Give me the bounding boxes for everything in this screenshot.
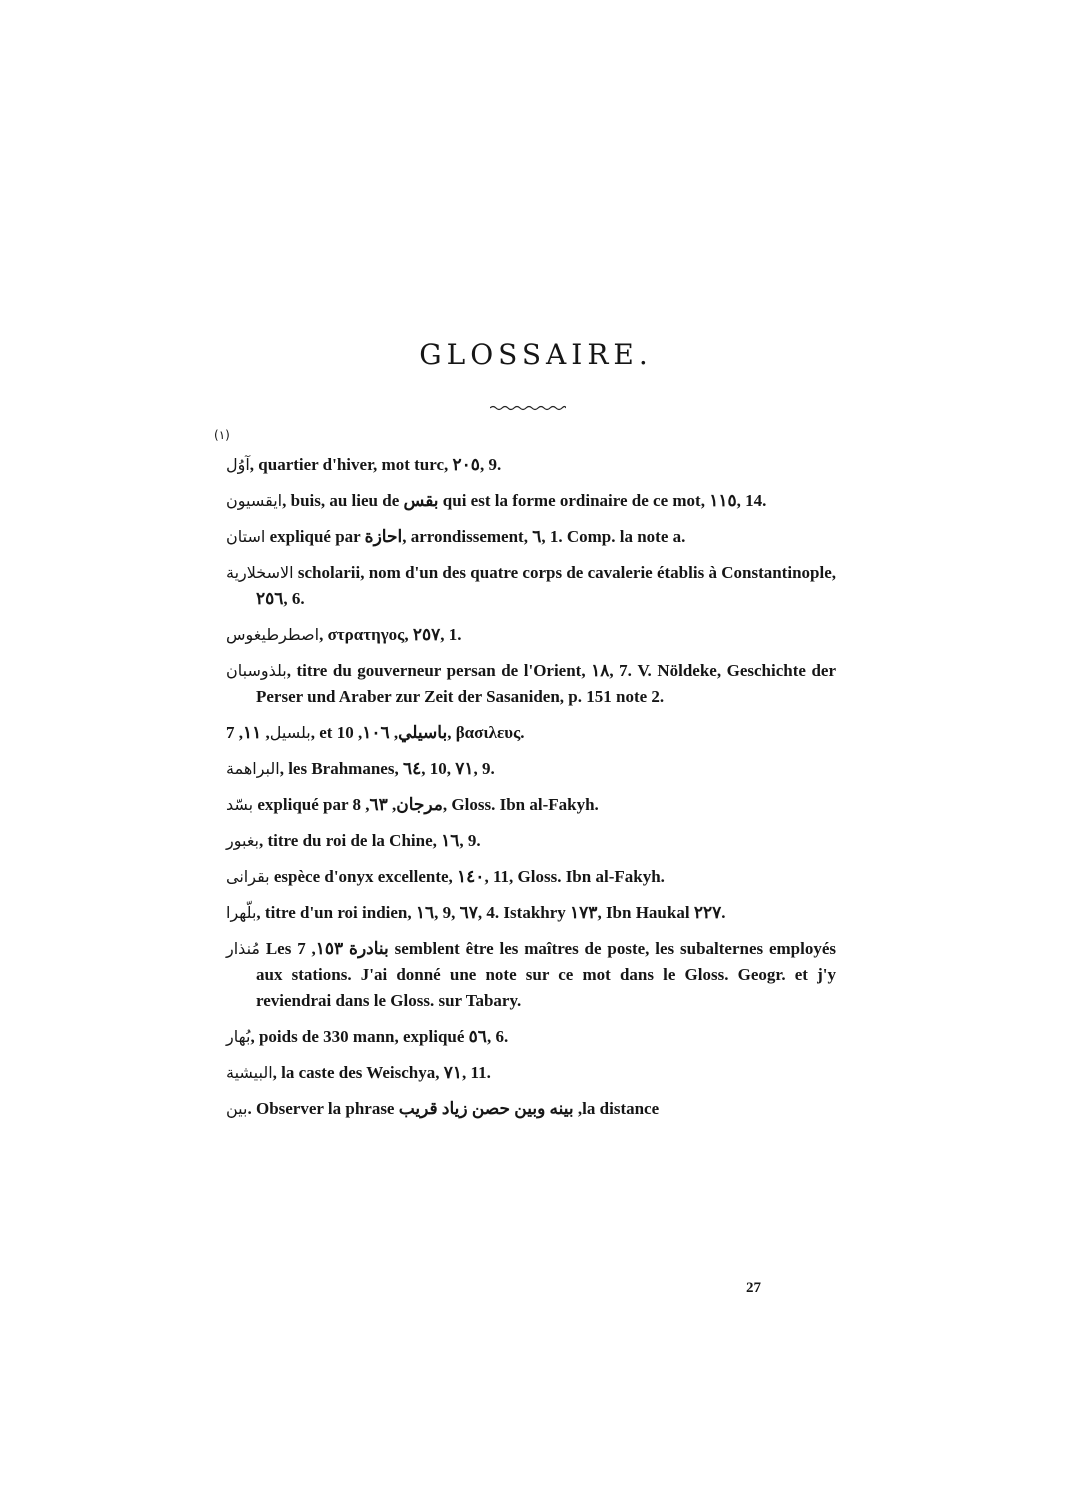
entry-headword: البراهمة [226, 759, 280, 778]
glossary-entry [226, 658, 836, 710]
entry-headword: بلسيل [269, 723, 311, 742]
glossary-entry [226, 756, 836, 782]
entry-headword: مُنذار [226, 939, 260, 958]
page-title: GLOSSAIRE. [419, 338, 653, 371]
entry-text: , buis, au lieu de بقس qui est la forme ordinaire de ce mot, ١١٥, 14. [282, 491, 767, 510]
entry-headword: آوُل [226, 455, 250, 474]
glossary-entry [226, 452, 836, 478]
glossary-entry [226, 864, 836, 890]
glossary-entry [226, 488, 836, 514]
glossary-entry [226, 720, 836, 746]
entry-text: , titre du roi de la Chine, ١٦, 9. [259, 831, 481, 850]
glossary-entry [226, 524, 836, 550]
entry-text: , ١١, 7, et باسيلي, ١٠٦, 10, βασιλευς. [226, 723, 525, 742]
entry-headword: بُهار [226, 1027, 251, 1046]
entry-text: , titre d'un roi indien, ١٦, 9, ٦٧, 4. Istakhry ١٧٣, Ibn Haukal ٢٢٧. [256, 903, 726, 922]
entry-headword: بقرانى [226, 867, 270, 886]
page-number: 27 [746, 1280, 761, 1296]
entry-headword: ايقسيون [226, 491, 283, 510]
entry-headword: بلذوسبان [226, 661, 287, 680]
glossary-entry [226, 560, 836, 612]
glossary-entry [226, 792, 836, 818]
entry-text: espèce d'onyx excellente, ١٤٠, 11, Gloss. Ibn al-Fakyh. [269, 867, 665, 886]
entry-text: expliqué par احازة, arrondissement, ٦, 1. Comp. la note a. [265, 527, 686, 546]
entry-text: . Observer la phrase بينه وبين حصن زياد قريب ,la distance [247, 1099, 660, 1118]
glossary-entries [226, 452, 836, 1132]
entry-text: , titre du gouverneur persan de l'Orient, ١٨, 7. V. Nöldeke, Geschichte der Perser und Araber zur Zeit der Sasaniden, p. 151 note 2. [256, 661, 836, 706]
glossary-entry [226, 1060, 836, 1086]
glossary-entry [226, 828, 836, 854]
entry-headword: بسّد [226, 795, 254, 814]
entry-text: , les Brahmanes, ٦٤, 10, ٧١, 9. [279, 759, 495, 778]
entry-headword: بلّهرا [226, 903, 257, 922]
entry-headword: الاسخلارية [226, 563, 294, 582]
letter-mark: (١) [214, 428, 230, 442]
entry-text: scholarii, nom d'un des quatre corps de cavalerie établis à Constantinople, ٢٥٦, 6. [256, 563, 836, 608]
entry-text: , la caste des Weischya, ٧١, 11. [272, 1063, 491, 1082]
entry-text: , poids de 330 mann, expliqué ٥٦, 6. [250, 1027, 509, 1046]
entry-headword: اصطرطيغوس [226, 625, 320, 644]
entry-headword: البيشية [226, 1063, 273, 1082]
entry-text: , quartier d'hiver, mot turc, ٢٠٥, 9. [249, 455, 502, 474]
glossary-entry [226, 622, 836, 648]
entry-text: Les بنادرة ١٥٣, 7 semblent être les maîtres de poste, les subalternes employés aux stations. J'ai donné une note sur ce mot dans le Gloss. Geogr. et j'y reviendrai dans le Gloss. sur Tabary. [256, 939, 837, 1010]
title-ornament-rule [490, 404, 566, 412]
glossary-entry [226, 1024, 836, 1050]
glossary-entry [226, 1096, 836, 1122]
entry-text: expliqué par مرجان, ٦٣, 8, Gloss. Ibn al-Fakyh. [253, 795, 599, 814]
entry-headword: بين [226, 1099, 248, 1118]
glossary-entry [226, 900, 836, 926]
entry-text: , στρατηγος, ٢٥٧, 1. [319, 625, 462, 644]
glossary-entry [226, 936, 836, 1014]
entry-headword: بغبور [226, 831, 259, 850]
entry-headword: استان [226, 527, 266, 546]
